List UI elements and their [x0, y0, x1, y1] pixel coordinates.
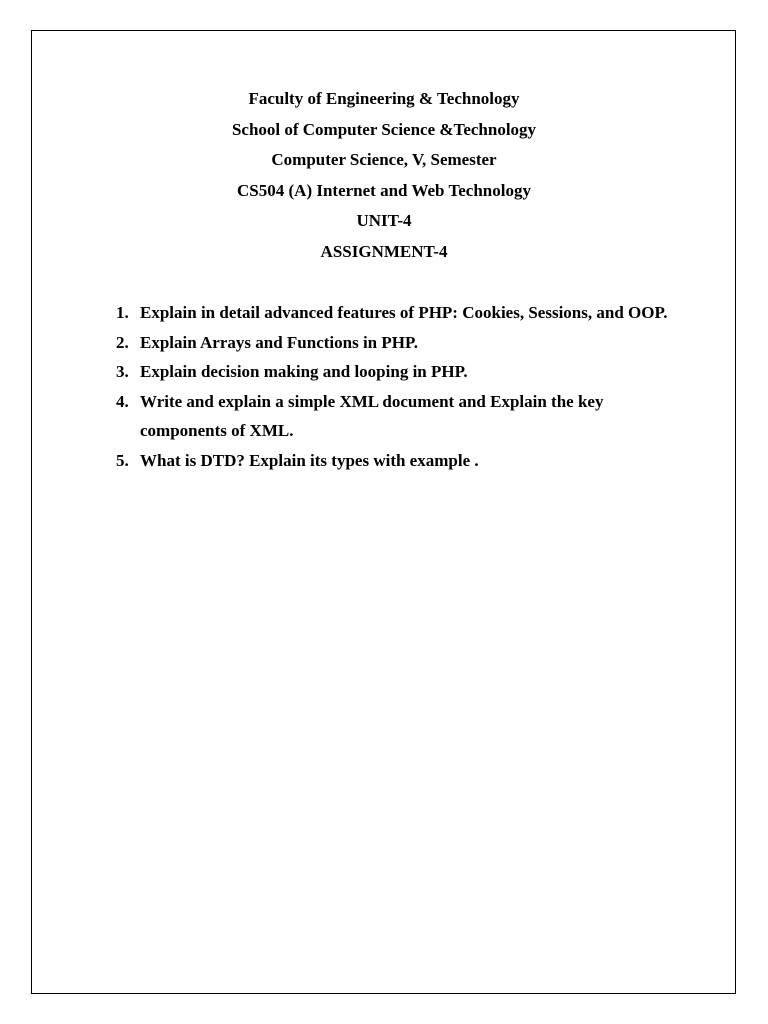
question-item	[108, 328, 688, 358]
course-heading: CS504 (A) Internet and Web Technology	[237, 180, 531, 200]
question-text: Write and explain a simple XML document and Explain the key components of XML.	[140, 391, 604, 440]
program-heading: Computer Science, V, Semester	[271, 150, 497, 170]
question-number: 2.	[116, 332, 129, 352]
question-text: What is DTD? Explain its types with example .	[140, 450, 479, 470]
question-number: 4.	[116, 391, 129, 411]
question-item	[108, 446, 688, 476]
question-text: Explain in detail advanced features of PHP: Cookies, Sessions, and OOP.	[140, 303, 668, 322]
question-item	[108, 357, 688, 387]
school-heading: School of Computer Science &Technology	[231, 119, 537, 139]
document-header	[0, 84, 768, 268]
question-list	[108, 298, 688, 475]
question-item	[108, 298, 688, 328]
question-text: Explain decision making and looping in PHP.	[140, 362, 468, 381]
question-text: Explain Arrays and Functions in PHP.	[140, 332, 419, 352]
assignment-heading: ASSIGNMENT-4	[320, 241, 448, 261]
faculty-heading: Faculty of Engineering & Technology	[248, 89, 520, 108]
question-number: 3.	[116, 362, 129, 381]
question-number: 5.	[116, 450, 129, 470]
question-item	[108, 387, 688, 446]
question-number: 1.	[116, 303, 129, 322]
unit-heading: UNIT-4	[356, 211, 412, 231]
